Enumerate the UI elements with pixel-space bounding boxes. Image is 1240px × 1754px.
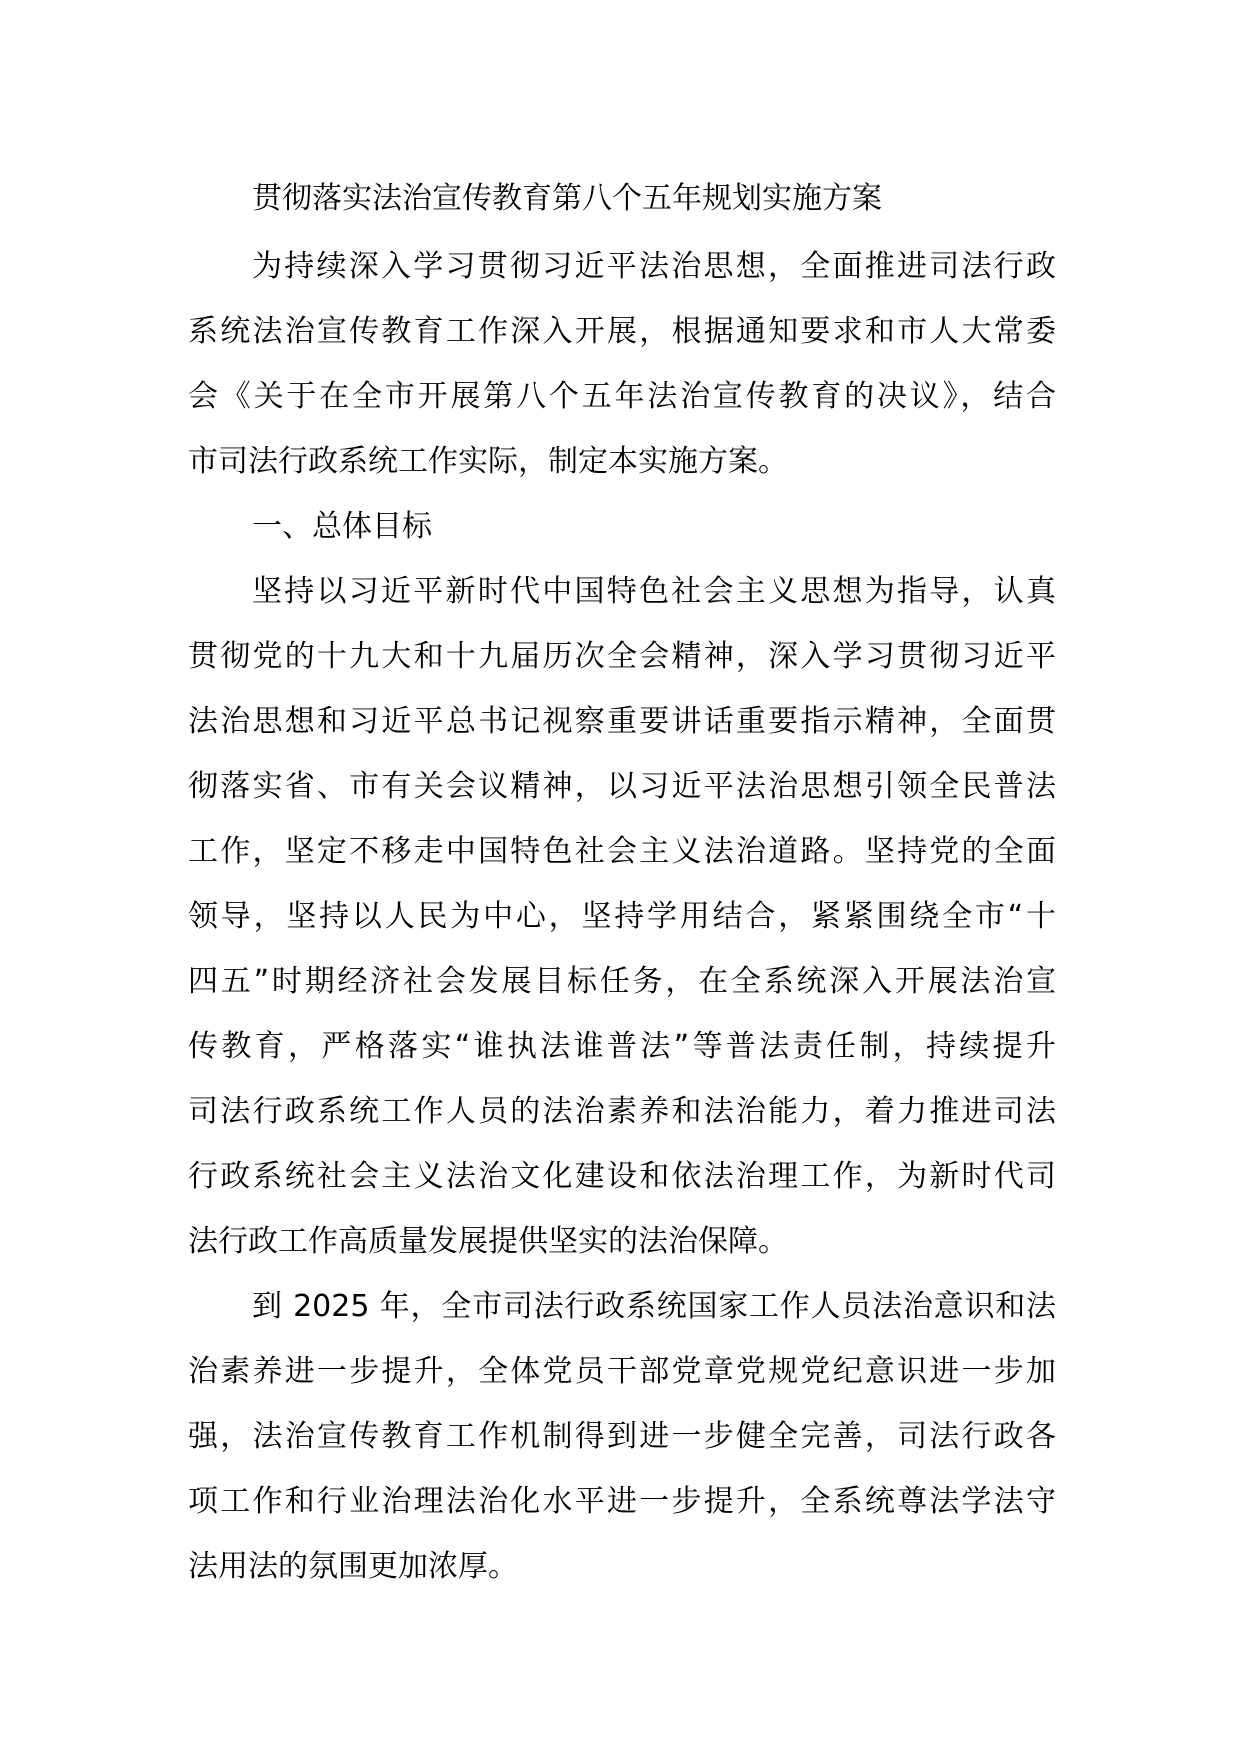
goals-paragraph [188,559,1056,1274]
paragraph-line: 会《关于在全市开展第八个五年法治宣传教育的决议》，结合 [188,379,1056,414]
document-title: 贯彻落实法治宣传教育第八个五年规划实施方案 [252,181,882,216]
paragraph-line: 法用法的氛围更加浓厚。 [188,1549,518,1584]
paragraph-line: 领导，坚持以人民为中心，坚持学用结合，紧紧围绕全市“十 [188,899,1056,934]
target-2025-paragraph [188,1274,1056,1599]
paragraph-line: 传教育，严格落实“谁执法谁普法”等普法责任制，持续提升 [188,1029,1056,1064]
paragraph-line: 彻落实省、市有关会议精神，以习近平法治思想引领全民普法 [188,769,1056,804]
paragraph-line: 法治思想和习近平总书记视察重要讲话重要指示精神，全面贯 [188,704,1056,739]
paragraph-line: 司法行政系统工作人员的法治素养和法治能力，着力推进司法 [188,1094,1056,1129]
section-heading-overall-goals: 一、总体目标 [252,509,432,544]
paragraph-line: 为持续深入学习贯彻习近平法治思想，全面推进司法行政 [252,249,1056,284]
paragraph-line: 贯彻党的十九大和十九届历次全会精神，深入学习贯彻习近平 [188,639,1056,674]
paragraph-line: 治素养进一步提升，全体党员干部党章党规党纪意识进一步加 [188,1354,1056,1389]
paragraph-line: 项工作和行业治理法治化水平进一步提升，全系统尊法学法守 [188,1484,1056,1519]
paragraph-line: 法行政工作高质量发展提供坚实的法治保障。 [188,1224,788,1259]
paragraph-line: 到 2025 年，全市司法行政系统国家工作人员法治意识和法 [252,1289,1056,1324]
paragraph-line: 强，法治宣传教育工作机制得到进一步健全完善，司法行政各 [188,1419,1056,1454]
intro-paragraph [188,234,1056,494]
paragraph-line: 工作，坚定不移走中国特色社会主义法治道路。坚持党的全面 [188,834,1056,869]
paragraph-line: 系统法治宣传教育工作深入开展，根据通知要求和市人大常委 [188,314,1056,349]
paragraph-line: 市司法行政系统工作实际，制定本实施方案。 [188,444,788,479]
document-body [188,170,1056,1599]
paragraph-line: 坚持以习近平新时代中国特色社会主义思想为指导，认真 [252,574,1056,609]
paragraph-line: 行政系统社会主义法治文化建设和依法治理工作，为新时代司 [188,1159,1056,1194]
paragraph-line: 四五”时期经济社会发展目标任务，在全系统深入开展法治宣 [188,964,1056,999]
